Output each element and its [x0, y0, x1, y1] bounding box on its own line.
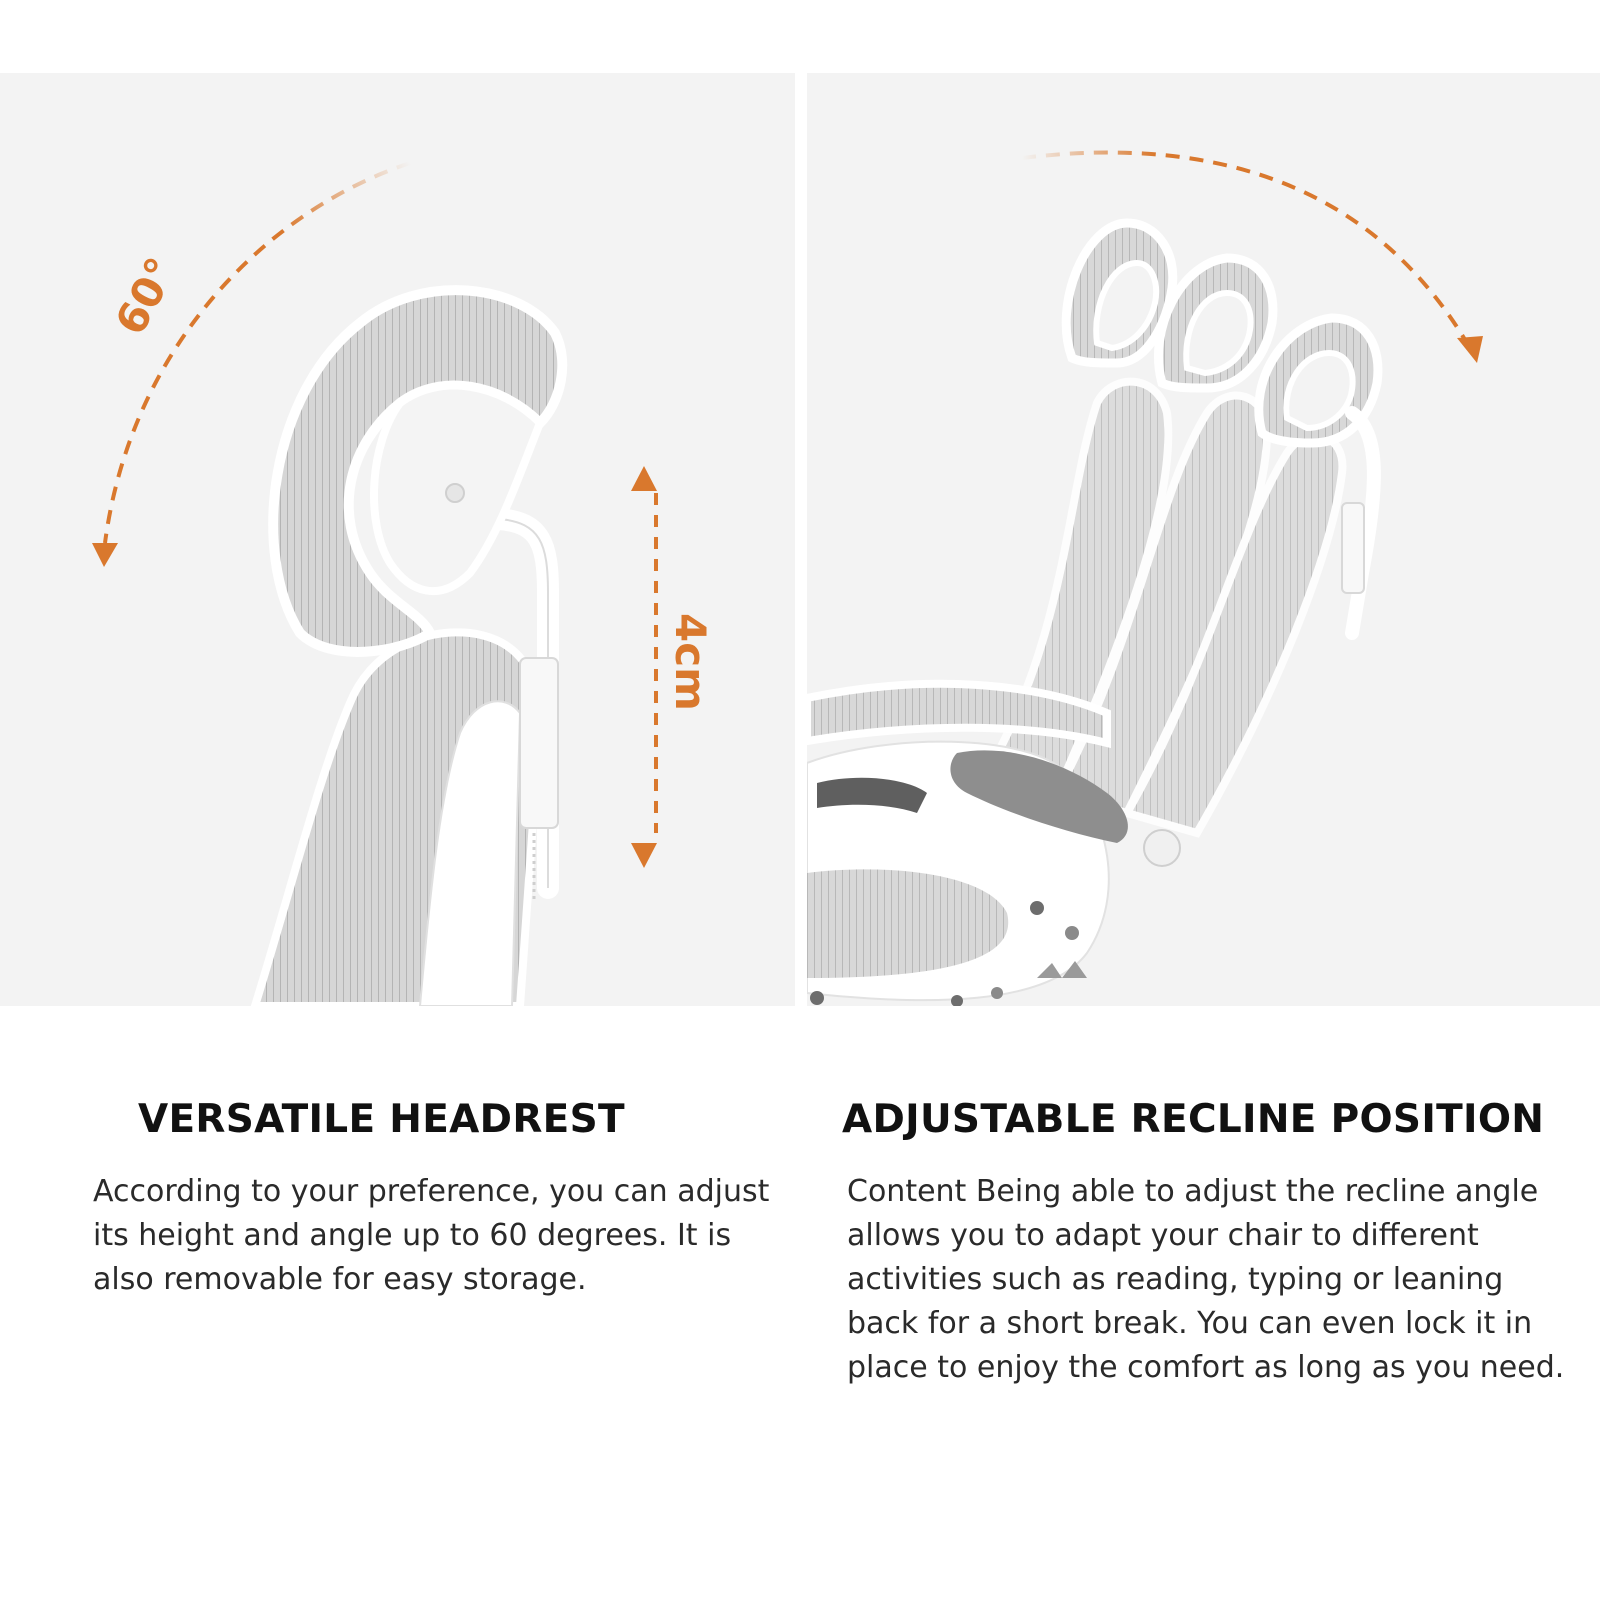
headrest-feature-description: According to your preference, you can adjust its height and angle up to 60 degrees. It is also removable for easy storage. — [93, 1174, 770, 1297]
recline-feature-title: ADJUSTABLE RECLINE POSITION — [842, 1097, 1545, 1142]
post-sleeve — [520, 658, 558, 828]
arc-arrow-head — [92, 543, 118, 567]
recline-feature-description: Content Being able to adjust the recline angle allows you to adapt your chair to different activities such as reading, typing or leaning back for a short break. You can even lock it in place to enjoy the comfort as long as you need. — [847, 1174, 1565, 1385]
angle-label: 60° — [105, 249, 187, 343]
recline-image-panel — [807, 73, 1600, 1006]
headrest-illustration — [0, 73, 795, 1006]
headrest-feature-title: VERSATILE HEADREST — [138, 1097, 625, 1142]
vertical-double-arrow-icon — [631, 466, 657, 868]
recline-arrow-head — [1457, 336, 1483, 363]
headrest-image-panel — [0, 73, 795, 1006]
recline-illustration — [807, 73, 1600, 1006]
height-label: 4cm — [666, 613, 715, 711]
tension-knob — [1144, 830, 1180, 866]
